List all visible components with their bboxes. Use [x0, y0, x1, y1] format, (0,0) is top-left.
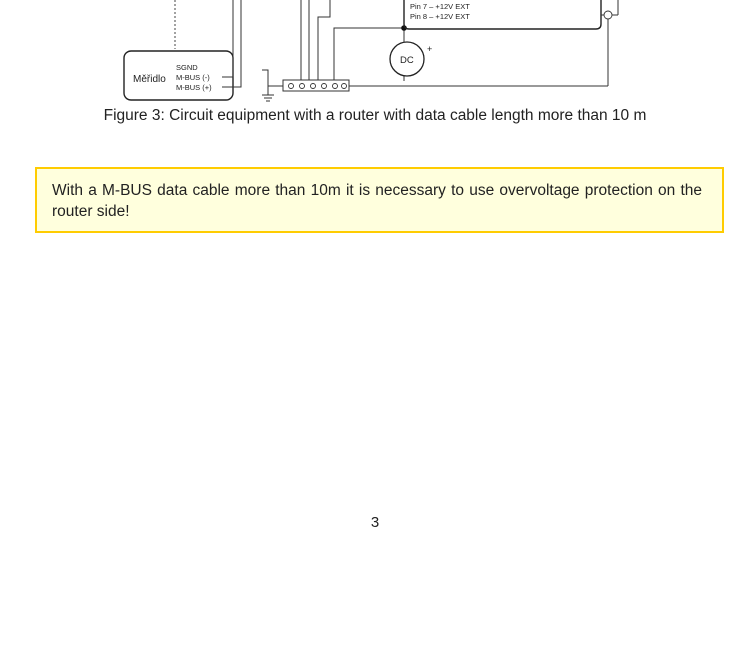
figure-caption: Figure 3: Circuit equipment with a router with data cable length more than 10 m [103, 107, 647, 124]
meter-pin-sgnd: SGND [176, 63, 198, 72]
page-number: 3 [370, 514, 380, 531]
terminal-block [283, 80, 349, 91]
warning-note: With a M-BUS data cable more than 10m it is necessary to use overvoltage protection on the router side! [35, 167, 724, 233]
circuit-diagram [0, 0, 750, 110]
dc-label: DC [400, 55, 414, 66]
router-pin-8: Pin 8 – +12V EXT [410, 12, 470, 21]
meter-pin-mbus-plus: M-BUS (+) [176, 83, 212, 92]
meter-name: Měřidlo [133, 74, 166, 85]
dc-polarity: + [427, 44, 433, 54]
ground-icon [262, 95, 274, 101]
router-pin-7: Pin 7 – +12V EXT [410, 2, 470, 11]
meter-pin-mbus-minus: M-BUS (-) [176, 73, 210, 82]
wire-c [318, 0, 330, 81]
router-terminal [604, 11, 612, 19]
